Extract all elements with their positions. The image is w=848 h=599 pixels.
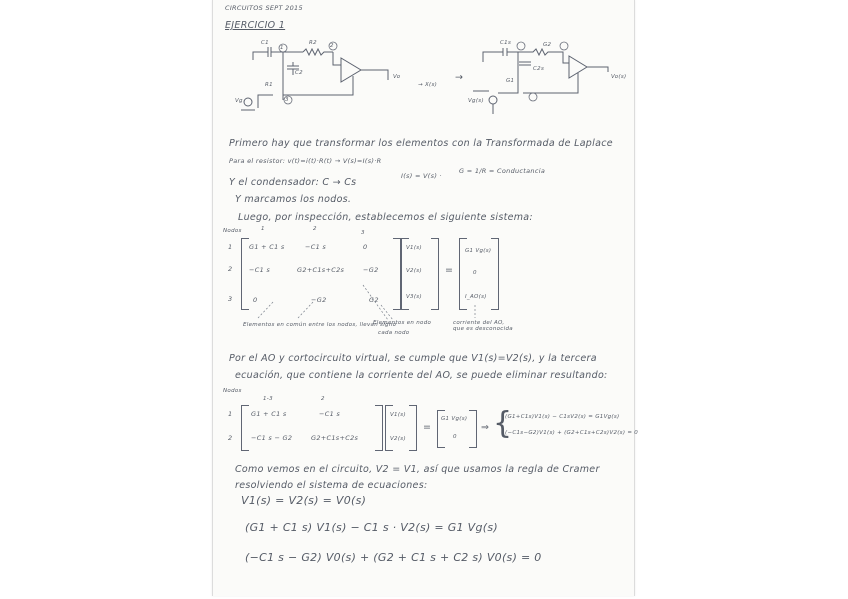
m2-equals: = bbox=[423, 422, 432, 433]
m3-row-2: 2 bbox=[228, 265, 233, 273]
node-3-label: 3 bbox=[285, 97, 289, 103]
equation-3: (−C1 s − G2) V0(s) + (G2 + C1 s + C2 s) V0(s) = 0 bbox=[245, 551, 542, 564]
note-common-elements: Elementos en común entre los nodos, llevan signo bbox=[243, 322, 397, 328]
text-line-4: Y marcamos los nodos. bbox=[235, 194, 352, 205]
text-line-5: Luego, por inspección, establecemos el siguiente sistema: bbox=[238, 212, 533, 223]
m3-row-1: 1 bbox=[228, 243, 233, 251]
node-2-label: 2 bbox=[330, 43, 334, 49]
system-eq-1: (G1+C1s)V1(s) − C1sV2(s) = G1Vg(s) bbox=[505, 414, 620, 420]
m3-cell-2-0: 0 bbox=[253, 296, 258, 304]
m3-cell-1-1: G2+C1s+C2s bbox=[297, 266, 345, 274]
m3-var-1: V1(s) bbox=[406, 245, 422, 251]
exercise-title: EJERCICIO 1 bbox=[225, 20, 286, 31]
m2-cell-1-1: G2+C1s+C2s bbox=[311, 434, 359, 442]
header-title: CIRCUITOS SEPT 2015 bbox=[225, 4, 303, 12]
m3-cell-0-1: −C1 s bbox=[305, 243, 327, 251]
m2-rhs-2: 0 bbox=[453, 434, 457, 440]
transform-arrow: → bbox=[455, 72, 464, 83]
label-g1: G1 bbox=[506, 78, 515, 84]
text-line-2c: G = 1/R = Conductancia bbox=[459, 167, 546, 175]
m3-cell-0-2: 0 bbox=[363, 243, 368, 251]
label-g2: G2 bbox=[543, 42, 552, 48]
m3-col-3: 3 bbox=[361, 230, 365, 236]
text-line-1: Primero hay que transformar los elementos con la Transformada de Laplace bbox=[229, 138, 613, 149]
text-line-2: Para el resistor: v(t)=i(t)·R(t) → V(s)=I(s)·R bbox=[229, 157, 382, 165]
m2-var-2: V2(s) bbox=[390, 436, 406, 442]
label-c2: C2 bbox=[295, 70, 303, 76]
node-1-label: 1 bbox=[280, 45, 284, 51]
label-vg-s: Vg(s) bbox=[468, 98, 484, 104]
nodes-label-2: Nodos bbox=[223, 388, 242, 394]
label-vg: Vg bbox=[235, 98, 243, 104]
m3-var-2: V2(s) bbox=[406, 268, 422, 274]
label-r1: R1 bbox=[265, 82, 273, 88]
m2-row-2: 2 bbox=[228, 434, 233, 442]
note-node-elements: Elementos en nodo bbox=[373, 320, 432, 326]
equation-1: V1(s) = V2(s) = V0(s) bbox=[241, 494, 367, 507]
m3-equals: = bbox=[445, 265, 454, 276]
m3-col-2: 2 bbox=[313, 226, 317, 232]
m2-bracket-right bbox=[375, 405, 383, 451]
label-c2s: C2s bbox=[533, 66, 545, 72]
m2-col-2: 2 bbox=[321, 396, 325, 402]
nodes-label: Nodos bbox=[223, 228, 242, 234]
m2-rhs-1: G1 Vg(s) bbox=[441, 416, 468, 422]
m2-implies: ⇒ bbox=[481, 422, 490, 433]
m3-cell-2-1: −G2 bbox=[311, 296, 327, 304]
label-c1: C1 bbox=[261, 40, 269, 46]
annotation-arrows bbox=[213, 0, 634, 360]
label-r2: R2 bbox=[309, 40, 317, 46]
m3-rhs-3: I_AO(s) bbox=[465, 294, 487, 300]
label-vo-s: Vo(s) bbox=[611, 74, 627, 80]
m3-var-3: V3(s) bbox=[406, 294, 422, 300]
m3-cell-2-2: G2 bbox=[369, 296, 379, 304]
m3-rhs-2: 0 bbox=[473, 270, 477, 276]
transform-arrow-text: → X(s) bbox=[418, 82, 438, 88]
system-eq-2: (−C1s−G2)V1(s) + (G2+C1s+C2s)V2(s) = 0 bbox=[505, 430, 639, 436]
m3-rhs-1: G1 Vg(s) bbox=[465, 248, 492, 254]
m2-var-bracket-right bbox=[409, 405, 417, 451]
m2-col-1: 1-3 bbox=[263, 396, 273, 402]
text-line-6: Por el AO y cortocircuito virtual, se cumple que V1(s)=V2(s), y la tercera bbox=[229, 353, 597, 364]
label-c1s: C1s bbox=[500, 40, 512, 46]
equation-2: (G1 + C1 s) V1(s) − C1 s · V2(s) = G1 Vg(s) bbox=[245, 521, 498, 534]
m2-var-1: V1(s) bbox=[390, 412, 406, 418]
m3-col-1: 1 bbox=[261, 226, 265, 232]
note-node-elements-2: cada nodo bbox=[378, 330, 410, 336]
m2-cell-1-0: −C1 s − G2 bbox=[251, 434, 293, 442]
text-line-3: Y el condensador: C → Cs bbox=[229, 177, 357, 188]
note-ao-current: corriente del AO, que es desconocida bbox=[453, 320, 513, 332]
m2-rhs-bracket-right bbox=[469, 410, 477, 448]
text-line-7: ecuación, que contiene la corriente del AO, se puede eliminar resultando: bbox=[235, 370, 608, 381]
text-line-8: Como vemos en el circuito, V2 = V1, así que usamos la regla de Cramer bbox=[235, 464, 600, 475]
m2-bracket-left bbox=[241, 405, 249, 451]
m2-cell-0-1: −C1 s bbox=[319, 410, 341, 418]
m3-cell-0-0: G1 + C1 s bbox=[249, 243, 285, 251]
label-vo: Vo bbox=[393, 74, 401, 80]
paper-sheet bbox=[212, 0, 639, 596]
m3-cell-1-0: −C1 s bbox=[249, 266, 271, 274]
system-brace: { bbox=[493, 406, 513, 441]
text-line-9: resolviendo el sistema de ecuaciones: bbox=[235, 480, 428, 491]
m3-cell-1-2: −G2 bbox=[363, 266, 379, 274]
m2-cell-0-0: G1 + C1 s bbox=[251, 410, 287, 418]
m3-row-3: 3 bbox=[228, 295, 233, 303]
text-line-2b: I(s) = V(s) · bbox=[401, 172, 442, 180]
m2-row-1: 1 bbox=[228, 410, 233, 418]
